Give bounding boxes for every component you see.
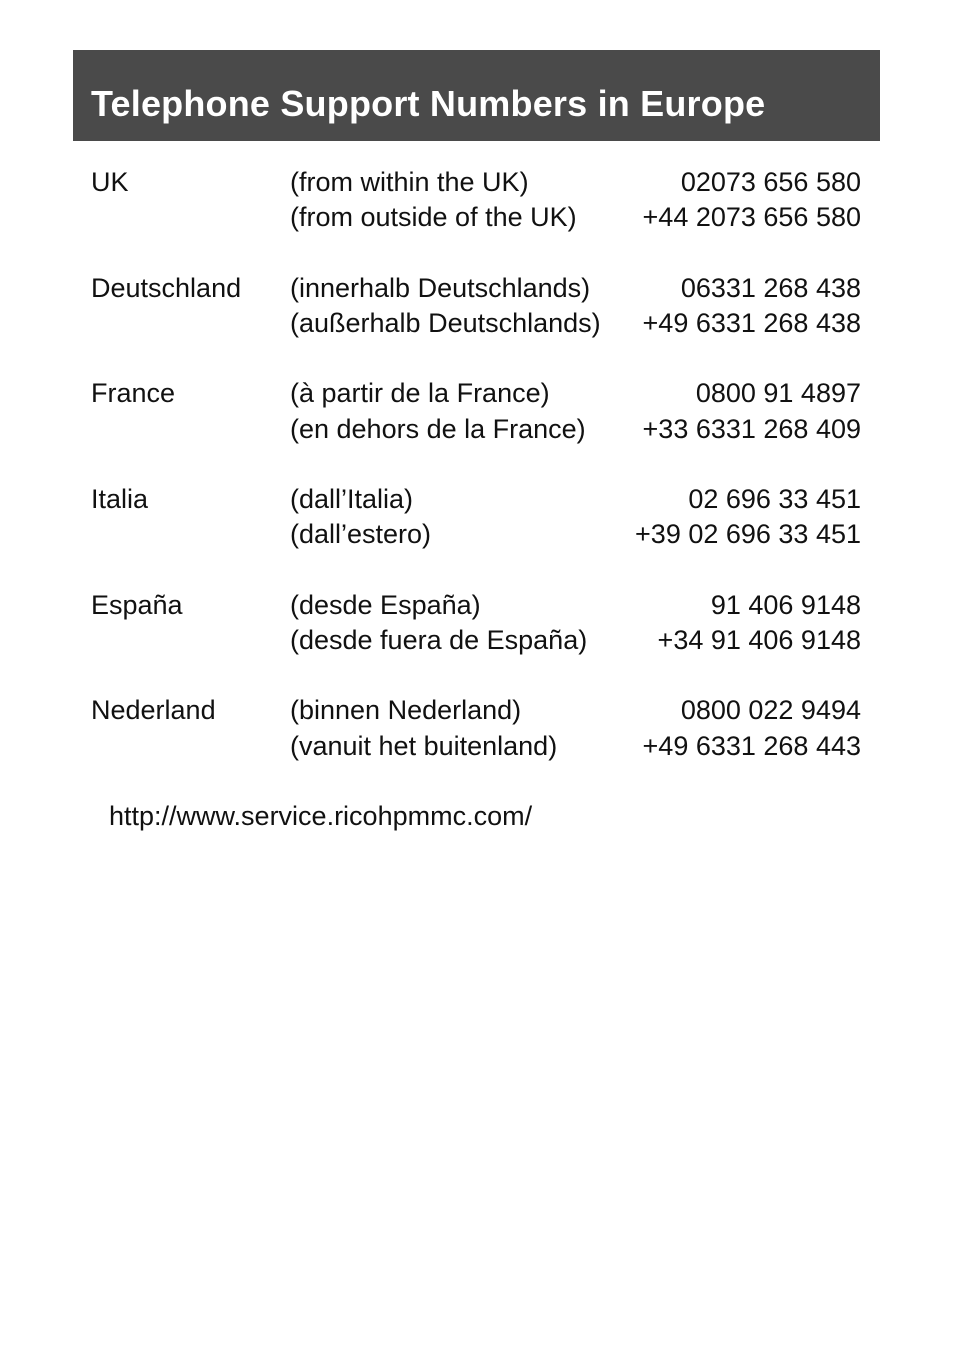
phone-number: +34 91 406 9148 (657, 625, 861, 655)
line-label: (from outside of the UK) (290, 202, 577, 232)
line-label: (en dehors de la France) (290, 414, 586, 444)
phone-number: 0800 91 4897 (695, 378, 861, 408)
support-line (290, 166, 861, 198)
line-label: (vanuit het buitenland) (290, 731, 558, 761)
page-title: Telephone Support Numbers in Europe (91, 83, 766, 124)
phone-number: +44 2073 656 580 (642, 202, 861, 232)
line-label: (innerhalb Deutschlands) (290, 273, 591, 303)
phone-number: 0800 022 9494 (680, 695, 861, 725)
phone-number: +33 6331 268 409 (642, 414, 861, 444)
line-label: (desde España) (290, 590, 481, 620)
line-label: (dall’estero) (290, 519, 432, 549)
phone-number: 06331 268 438 (680, 273, 861, 303)
country-name-france: France (91, 378, 176, 408)
phone-number: 91 406 9148 (710, 590, 861, 620)
line-label: (dall’Italia) (290, 484, 414, 514)
phone-number: +49 6331 268 443 (642, 731, 861, 761)
country-name-nederland: Nederland (91, 695, 216, 725)
line-label: (from within the UK) (290, 167, 529, 197)
support-line (290, 624, 861, 656)
country-name-italia: Italia (91, 484, 149, 514)
line-label: (à partir de la France) (290, 378, 550, 408)
phone-number: +49 6331 268 438 (642, 308, 861, 338)
support-line (290, 201, 861, 233)
line-label: (außerhalb Deutschlands) (290, 308, 601, 338)
support-website-url: http://www.service.ricohpmmc.com/ (109, 801, 533, 831)
support-line (290, 307, 861, 339)
country-name-deutschland: Deutschland (91, 273, 242, 303)
support-line (290, 518, 861, 550)
country-name-uk: UK (91, 167, 129, 197)
support-line (290, 694, 861, 726)
support-line (290, 589, 861, 621)
line-label: (desde fuera de España) (290, 625, 588, 655)
support-line (290, 413, 861, 445)
phone-number: 02 696 33 451 (688, 484, 861, 514)
phone-number: +39 02 696 33 451 (635, 519, 861, 549)
support-line (290, 483, 861, 515)
country-name-espana: España (91, 590, 183, 620)
phone-number: 02073 656 580 (680, 167, 861, 197)
support-line (290, 377, 861, 409)
title-banner (73, 50, 880, 141)
support-line (290, 730, 861, 762)
support-line (290, 272, 861, 304)
line-label: (binnen Nederland) (290, 695, 522, 725)
